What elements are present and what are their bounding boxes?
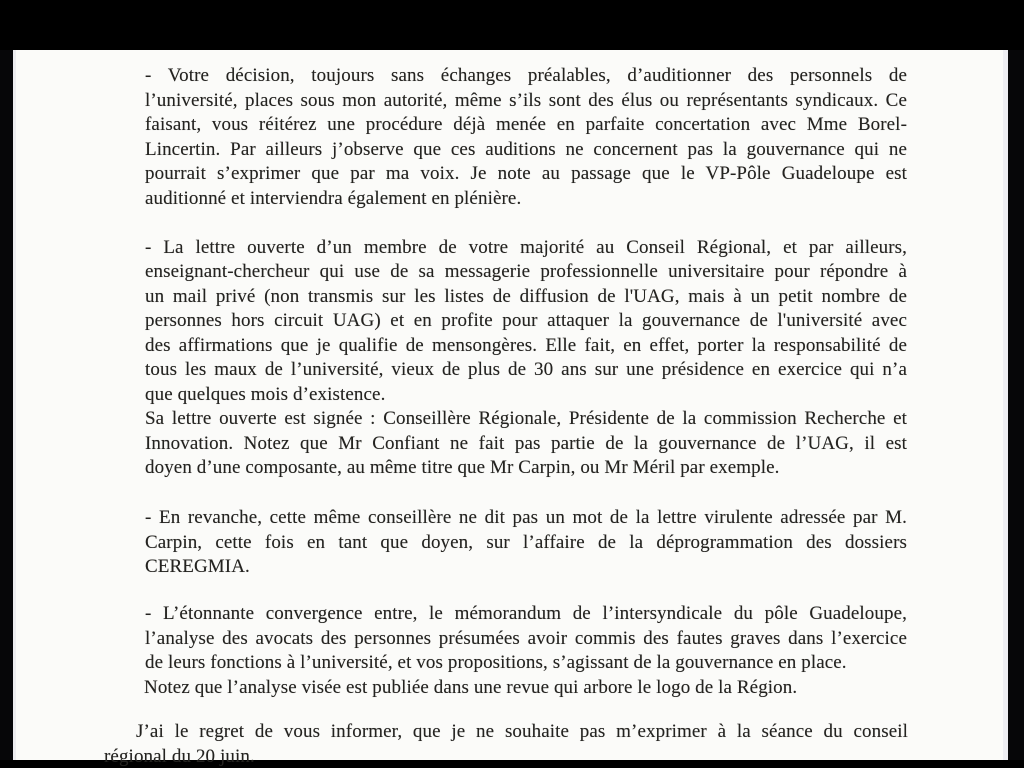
text-line: de leurs fonctions à l’université, et vos propositions, s’agissant de la gouvernance en place. xyxy=(145,652,847,673)
paragraph-signataire xyxy=(145,407,907,481)
text-line: Carpin, cette fois en tant que doyen, sur l’affaire de la déprogrammation des dossiers xyxy=(145,531,907,553)
text-line: Lincertin. Par ailleurs j’observe que ces auditions ne concernent pas la gouvernance qui ne xyxy=(145,138,907,160)
text-line: des affirmations que je qualifie de mensongères. Elle fait, en effet, porter la responsabilité de xyxy=(145,334,907,356)
text-line: tous les maux de l’université, vieux de plus de 30 ans sur une présidence en exercice qui n’a xyxy=(145,359,907,380)
paragraph-en-revanche xyxy=(145,506,907,580)
text-line: Sa lettre ouverte est signée : Conseillère Régionale, Présidente de la commission Recherche et xyxy=(145,408,907,429)
paragraph-notez-revue xyxy=(144,676,906,701)
text-line: que quelques mois d’existence. xyxy=(145,383,386,405)
paragraph-audition-personnels xyxy=(145,64,907,211)
text-line: Notez que l’analyse visée est publiée dans une revue qui arbore le logo de la Région. xyxy=(144,676,798,698)
text-line: Innovation. Notez que Mr Confiant ne fait pas partie de la gouvernance de l’UAG, il est xyxy=(145,432,907,454)
text-line: pourrait s’exprimer que par ma voix. Je note au passage que le VP-Pôle Guadeloupe est xyxy=(145,163,907,184)
text-line: - Votre décision, toujours sans échanges préalables, d’auditionner des personnels de xyxy=(145,65,907,86)
text-line: enseignant-chercheur qui use de sa messagerie professionnelle universitaire pour répondre à xyxy=(145,261,907,282)
paragraph-lettre-ouverte xyxy=(145,236,907,408)
text-line: l’analyse des avocats des personnes présumées avoir commis des fautes graves dans l’exercice xyxy=(145,627,907,649)
paragraph-regret-cloture xyxy=(104,720,908,768)
text-line: auditionné et interviendra également en plénière. xyxy=(145,187,522,209)
text-line: l’université, places sous mon autorité, même s’ils sont des élus ou représentants syndicaux. Ce xyxy=(145,89,907,111)
text-line: personnes hors circuit UAG) et en profite pour attaquer la gouvernance de l'université avec xyxy=(145,310,907,331)
text-line: J’ai le regret de vous informer, que je ne souhaite pas m’exprimer à la séance du conseil xyxy=(136,721,908,742)
text-line: doyen d’une composante, au même titre que Mr Carpin, ou Mr Méril par exemple. xyxy=(145,457,780,478)
text-line: - En revanche, cette même conseillère ne dit pas un mot de la lettre virulente adressée par M. xyxy=(145,507,907,528)
text-line: régional du 20 juin. xyxy=(104,745,255,767)
text-line: faisant, vous réitérez une procédure déjà menée en parfaite concertation avec Mme Borel- xyxy=(145,114,907,135)
text-line: - La lettre ouverte d’un membre de votre majorité au Conseil Régional, et par ailleurs, xyxy=(145,236,907,258)
text-line: CEREGMIA. xyxy=(145,556,250,577)
paragraph-convergence xyxy=(145,602,907,676)
text-line: - L’étonnante convergence entre, le mémorandum de l’intersyndicale du pôle Guadeloupe, xyxy=(145,603,907,624)
text-line: un mail privé (non transmis sur les listes de diffusion de l'UAG, mais à un petit nombre de xyxy=(145,285,907,307)
